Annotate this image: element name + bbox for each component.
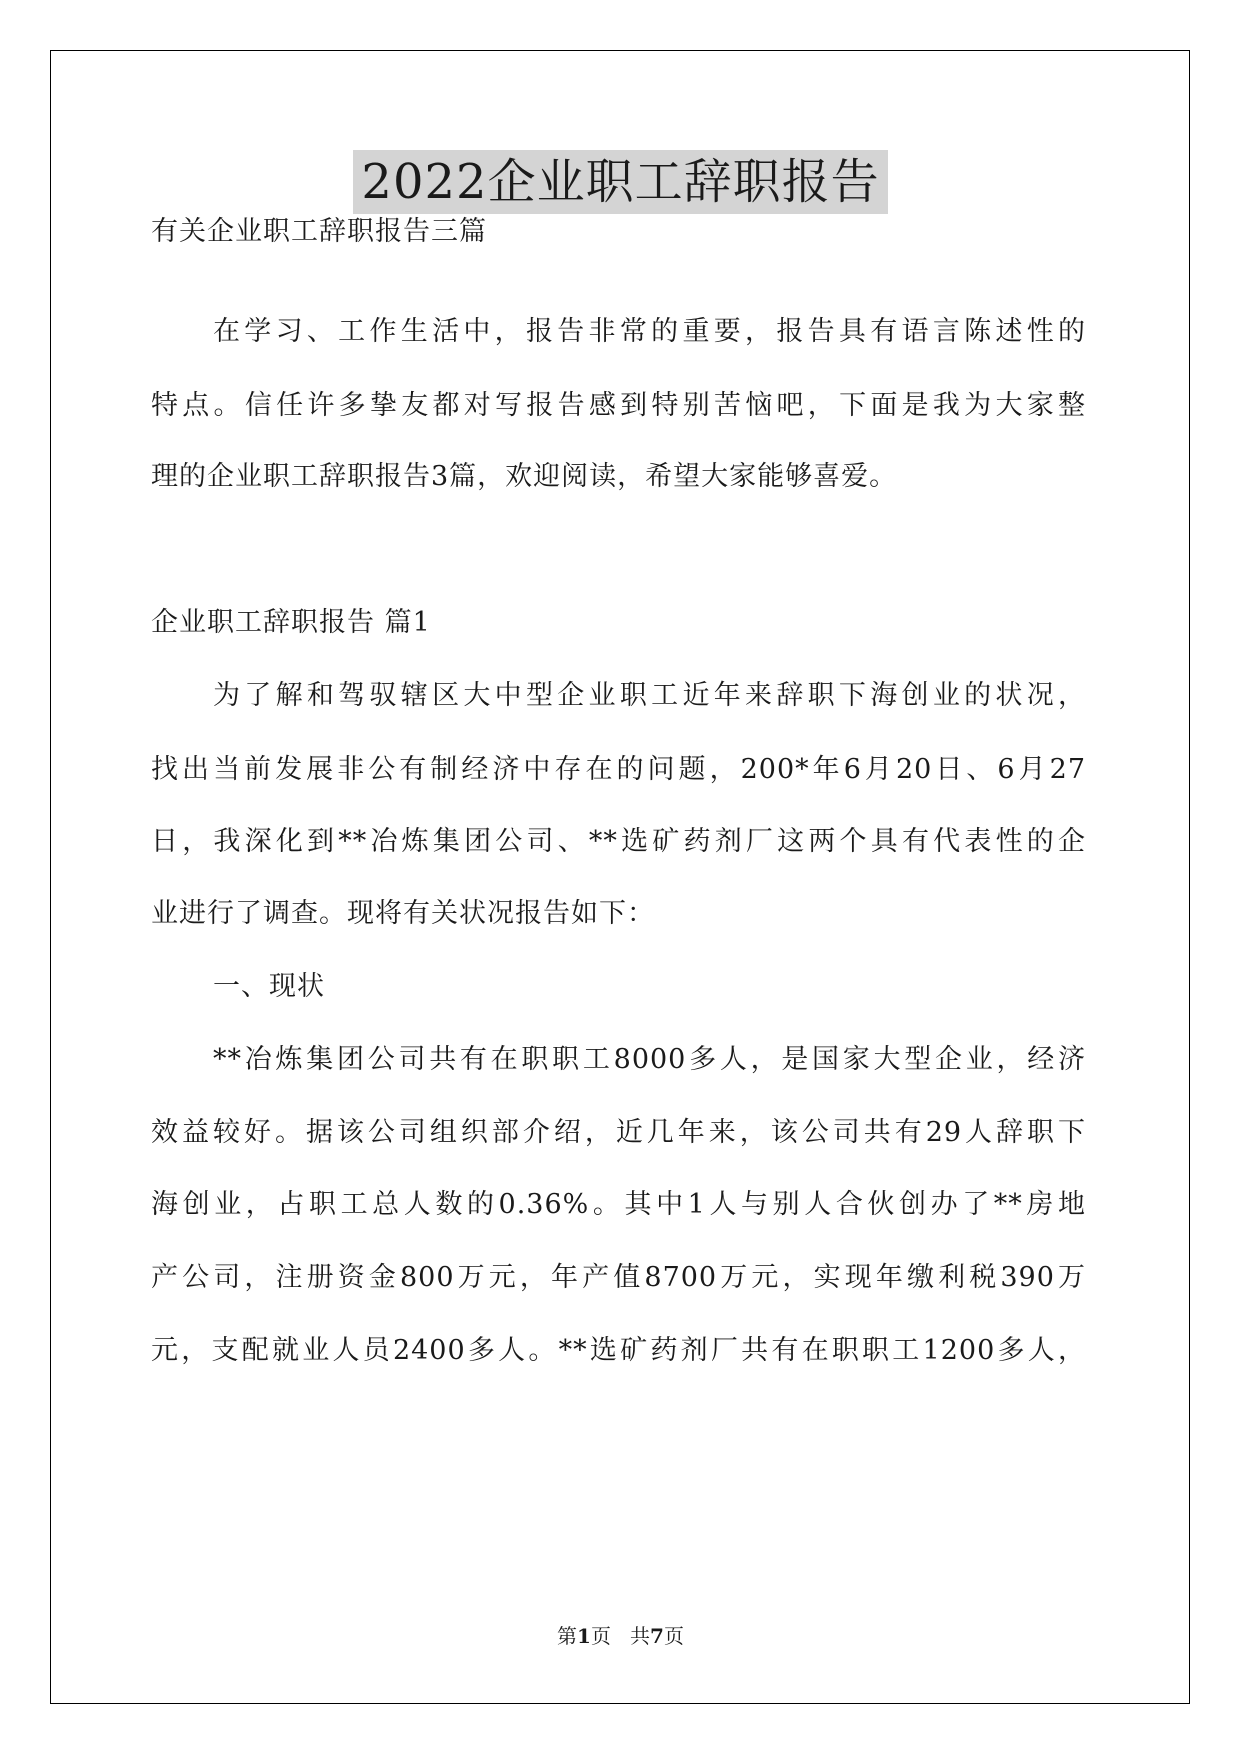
- document-title: 2022企业职工辞职报告: [353, 150, 887, 214]
- intro-line-3: 理的企业职工辞职报告3篇，欢迎阅读，希望大家能够喜爱。: [151, 461, 898, 492]
- footer-mid: 页 共: [590, 1624, 651, 1648]
- para2-line-1: **冶炼集团公司共有在职职工8000多人，是国家大型企业，经济: [213, 1044, 1086, 1075]
- para1-line-2: 找出当前发展非公有制经济中存在的问题，200*年6月20日、6月27: [151, 754, 1086, 785]
- current-page-number: 1: [577, 1624, 591, 1648]
- page-border: [50, 50, 1190, 1704]
- subtitle: 有关企业职工辞职报告三篇: [151, 216, 487, 247]
- footer-suffix: 页: [663, 1624, 684, 1648]
- intro-line-1: 在学习、工作生活中，报告非常的重要，报告具有语言陈述性的: [213, 316, 1086, 347]
- para1-line-1: 为了解和驾驭辖区大中型企业职工近年来辞职下海创业的状况，: [213, 680, 1086, 711]
- page-footer: [0, 1624, 1241, 1648]
- para2-line-2: 效益较好。据该公司组织部介绍，近几年来，该公司共有29人辞职下: [151, 1117, 1086, 1148]
- para1-line-4: 业进行了调查。现将有关状况报告如下：: [151, 898, 655, 929]
- para1-line-3: 日，我深化到**冶炼集团公司、**选矿药剂厂这两个具有代表性的企: [151, 826, 1086, 857]
- intro-line-2: 特点。信任许多挚友都对写报告感到特别苦恼吧，下面是我为大家整: [151, 390, 1086, 421]
- footer-prefix: 第: [557, 1624, 578, 1648]
- sub-heading: 一、现状: [213, 971, 325, 1002]
- title-container: [0, 150, 1241, 214]
- section-heading: 企业职工辞职报告 篇1: [151, 607, 431, 638]
- total-pages-number: 7: [650, 1624, 664, 1648]
- para2-line-4: 产公司，注册资金800万元，年产值8700万元，实现年缴利税390万: [151, 1262, 1086, 1293]
- para2-line-3: 海创业，占职工总人数的0.36%。其中1人与别人合伙创办了**房地: [151, 1189, 1086, 1220]
- para2-line-5: 元，支配就业人员2400多人。**选矿药剂厂共有在职职工1200多人，: [151, 1335, 1086, 1366]
